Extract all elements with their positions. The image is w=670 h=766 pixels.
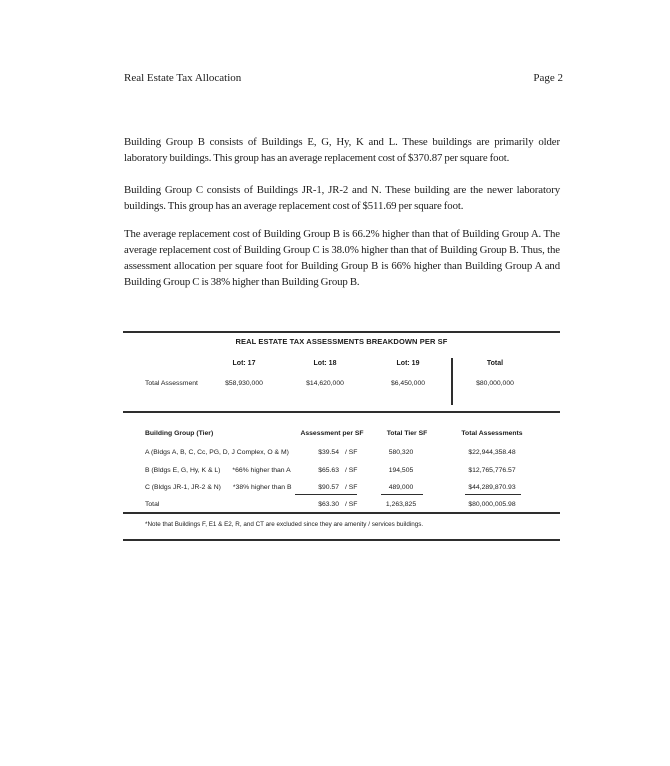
lot-19-assessment: $6,450,000 <box>390 380 426 387</box>
col-header-assessment-per-sf: Assessment per SF <box>300 430 364 437</box>
group-b-note: *66% higher than A <box>232 467 291 474</box>
group-a-per-sf-unit: / SF <box>345 449 358 456</box>
group-c-per-sf-unit: / SF <box>345 484 358 491</box>
group-a-total: $22,944,358.48 <box>468 449 516 456</box>
group-c-tier-sf: 489,000 <box>388 484 414 491</box>
group-a-label: A (Bldgs A, B, C, Cc, PG, D, J Complex, O & M) <box>145 449 289 456</box>
table-bottom-rule <box>123 539 560 541</box>
group-c-label: C (Bldgs JR-1, JR-2 & N) <box>145 484 221 491</box>
group-b-per-sf: $65.63 <box>318 467 339 474</box>
total-row-label: Total <box>145 501 160 508</box>
paragraph-group-b: Building Group B consists of Buildings E, G, Hy, K and L. These buildings are primarily older laboratory buildings. This group has an average replacement cost of $370.87 per square foot. <box>124 136 560 164</box>
total-assessment-value: $80,000,000 <box>476 380 514 387</box>
table-title: REAL ESTATE TAX ASSESSMENTS BREAKDOWN PER SF <box>235 337 448 346</box>
col-header-lot-17: Lot: 17 <box>232 360 256 367</box>
group-b-label: B (Bldgs E, G, Hy, K & L) <box>145 467 221 474</box>
group-c-total: $44,289,870.93 <box>468 484 516 491</box>
lot-17-assessment: $58,930,000 <box>225 380 263 387</box>
col-header-total: Total <box>486 360 504 367</box>
page-number: Page 2 <box>533 72 563 84</box>
paragraph-comparison: The average replacement cost of Building Group B is 66.2% higher than that of Building Group A. The average replacement cost of Building Group C is 38.0% higher than that of Building Group B. Thus, the assessment allocation per square foot for Building Group B is 66% higher than Building Group A and Building Group C is 38% higher than Building Group B. <box>124 228 560 288</box>
col-header-total-tier-sf: Total Tier SF <box>386 430 428 437</box>
group-b-tier-sf: 194,505 <box>388 467 414 474</box>
total-assessment-label: Total Assessment <box>145 380 198 387</box>
group-a-tier-sf: 580,320 <box>388 449 414 456</box>
subtotal-rule-per-sf <box>295 494 357 495</box>
col-header-total-assessments: Total Assessments <box>461 430 523 437</box>
col-header-lot-19: Lot: 19 <box>396 360 420 367</box>
group-c-note: *38% higher than B <box>232 484 292 491</box>
tax-assessment-table <box>123 331 560 545</box>
total-per-sf: $63.30 <box>318 501 339 508</box>
col-header-building-group: Building Group (Tier) <box>145 430 214 437</box>
subtotal-rule-tier-sf <box>381 494 423 495</box>
subtotal-rule-total <box>465 494 521 495</box>
footnote-top-rule <box>123 512 560 514</box>
total-per-sf-unit: / SF <box>345 501 358 508</box>
table-footnote: *Note that Buildings F, E1 & E2, R, and CT are excluded since they are amenity / services buildings. <box>145 521 424 528</box>
paragraph-group-c: Building Group C consists of Buildings JR-1, JR-2 and N. These building are the newer laboratory buildings. This group has an average replacement cost of $511.69 per square foot. <box>124 184 560 212</box>
col-header-lot-18: Lot: 18 <box>313 360 337 367</box>
group-b-per-sf-unit: / SF <box>345 467 358 474</box>
table-mid-rule <box>123 411 560 413</box>
header-title: Real Estate Tax Allocation <box>124 72 242 84</box>
group-a-per-sf: $39.54 <box>318 449 339 456</box>
total-tier-sf: 1,263,825 <box>385 501 417 508</box>
total-column-divider <box>451 358 453 405</box>
grand-total-assessment: $80,000,005.98 <box>468 501 516 508</box>
group-c-per-sf: $90.57 <box>318 484 339 491</box>
lot-18-assessment: $14,620,000 <box>306 380 344 387</box>
table-top-rule <box>123 331 560 333</box>
group-b-total: $12,765,776.57 <box>468 467 516 474</box>
